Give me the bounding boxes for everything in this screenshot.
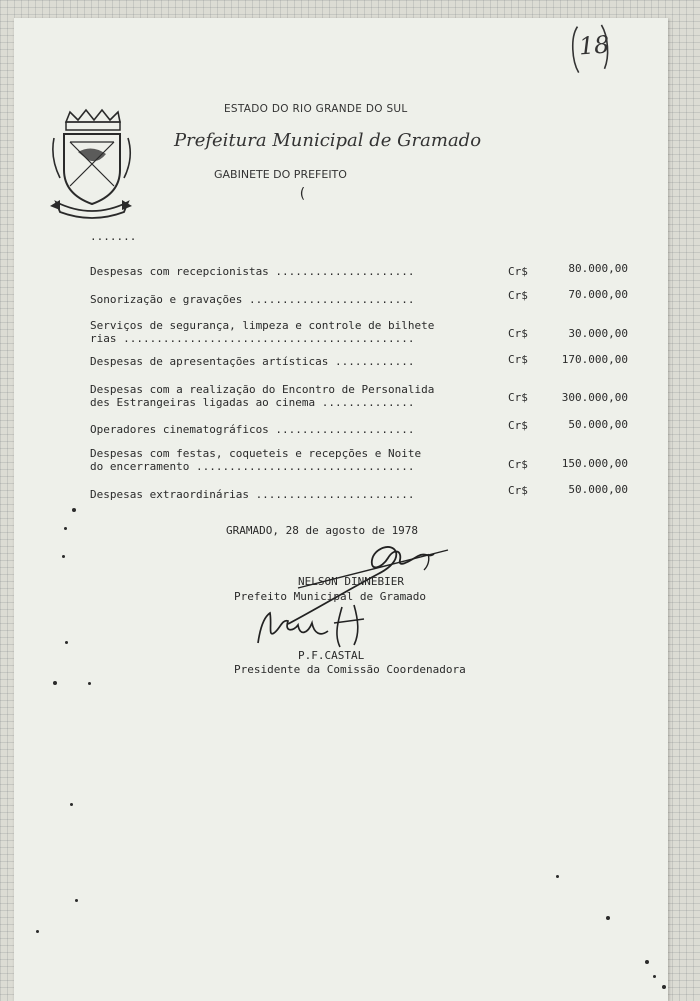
ink-speck [662, 985, 666, 989]
ink-speck [653, 975, 656, 978]
expense-desc: Serviços de segurança, limpeza e controle de bilhete [90, 319, 435, 332]
expense-currency: Cr$ [508, 353, 528, 366]
expense-desc-cont: do encerramento ................................. [90, 460, 415, 473]
coat-of-arms-icon [48, 108, 134, 220]
expense-currency: Cr$ [508, 391, 528, 404]
expense-desc-cont: rias ............................................ [90, 332, 415, 345]
expense-desc: Despesas com a realização do Encontro de Personalida [90, 383, 435, 396]
expense-desc: Despesas extraordinárias ........................ [90, 488, 415, 501]
ink-speck [53, 681, 57, 685]
expense-currency: Cr$ [508, 484, 528, 497]
ink-speck [556, 875, 559, 878]
expense-currency: Cr$ [508, 327, 528, 340]
ink-speck [62, 555, 65, 558]
expense-desc: Despesas com festas, coqueteis e recepções e Noite [90, 447, 422, 460]
signer-1-name: NELSON DINNEBIER [298, 575, 404, 588]
signer-2-title: Presidente da Comissão Coordenadora [234, 663, 466, 676]
ink-speck [606, 916, 610, 920]
expense-desc: Despesas de apresentações artísticas ............ [90, 355, 415, 368]
expense-amount: 300.000,00 [561, 391, 628, 404]
expense-amount: 30.000,00 [568, 327, 628, 340]
signer-2-name: P.F.CASTAL [298, 649, 365, 662]
prefecture-heading: Prefeitura Municipal de Gramado [174, 130, 482, 151]
expense-currency: Cr$ [508, 458, 528, 471]
ink-speck [645, 960, 649, 964]
page-number-annotation [563, 21, 611, 76]
place-date: GRAMADO, 28 de agosto de 1978 [226, 524, 419, 537]
ink-speck [75, 899, 78, 902]
ink-speck [88, 682, 91, 685]
stray-mark: ( [298, 186, 307, 202]
expense-currency: Cr$ [508, 419, 528, 432]
expense-currency: Cr$ [508, 265, 528, 278]
expense-desc-cont: des Estrangeiras ligadas ao cinema .............. [90, 396, 415, 409]
expense-amount: 50.000,00 [568, 418, 628, 431]
expense-desc: Operadores cinematográficos ..................... [90, 423, 415, 436]
state-heading: ESTADO DO RIO GRANDE DO SUL [224, 103, 408, 115]
ink-speck [36, 930, 39, 933]
leading-dots: ....... [90, 230, 137, 243]
expense-amount: 80.000,00 [568, 262, 628, 275]
expense-desc: Despesas com recepcionistas ..................... [90, 265, 415, 278]
expense-desc: Sonorização e gravações ......................... [90, 293, 415, 306]
expense-amount: 50.000,00 [568, 483, 628, 496]
ink-speck [70, 803, 73, 806]
signature-2-icon [250, 603, 390, 651]
ink-speck [72, 508, 76, 512]
page-number-text: 18 [577, 30, 611, 61]
expense-amount: 70.000,00 [568, 288, 628, 301]
expense-amount: 150.000,00 [561, 457, 628, 470]
expense-currency: Cr$ [508, 289, 528, 302]
signer-1-title: Prefeito Municipal de Gramado [234, 590, 427, 603]
expense-amount: 170.000,00 [561, 353, 628, 366]
cabinet-heading: GABINETE DO PREFEITO [214, 168, 347, 181]
ink-speck [65, 641, 68, 644]
ink-speck [64, 527, 67, 530]
